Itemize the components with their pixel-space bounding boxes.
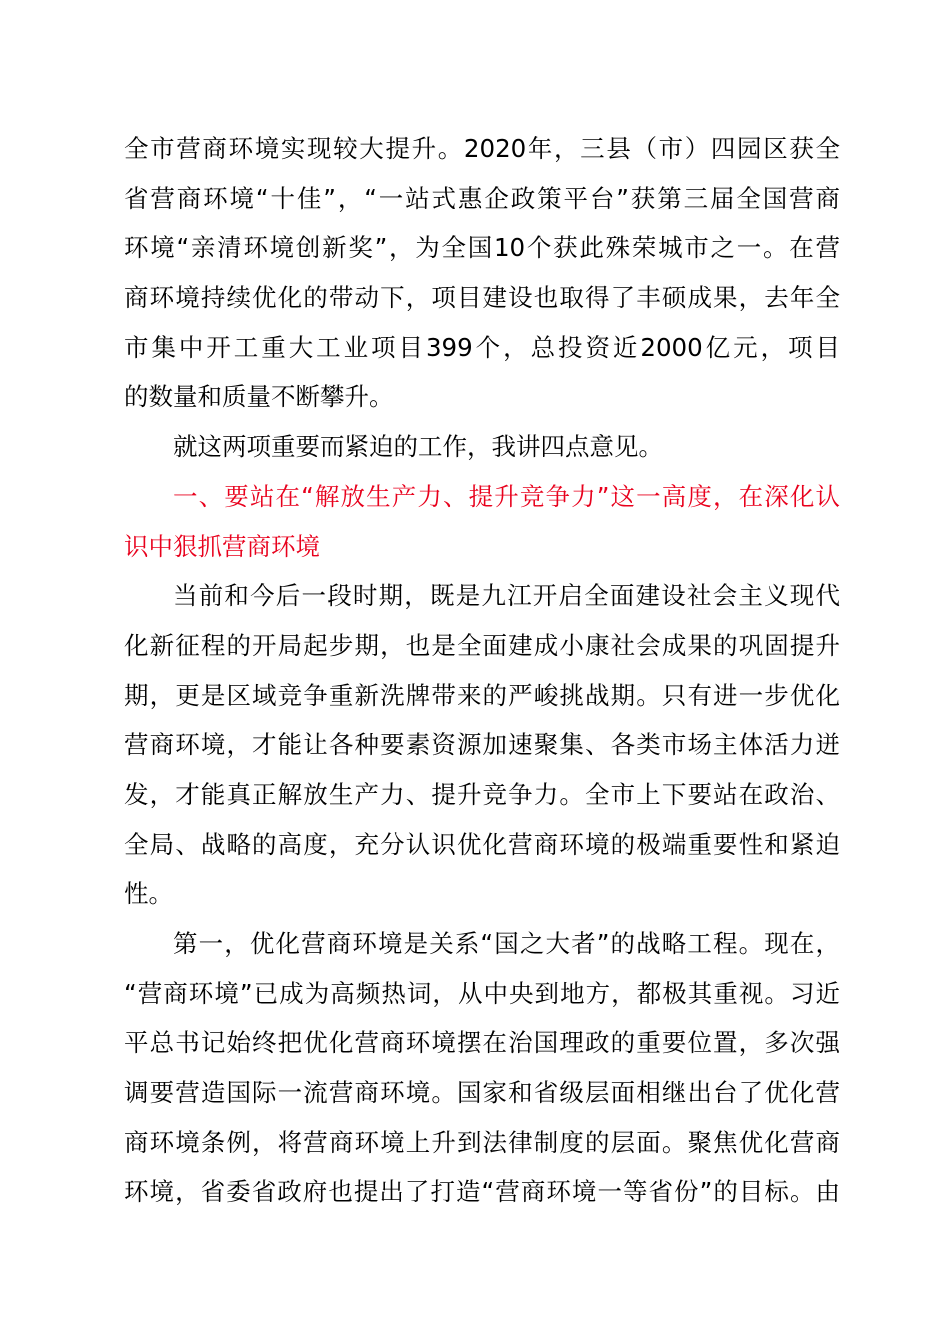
paragraph-line: 营商环境，才能让各种要素资源加速聚集、各类市场主体活力迸 — [124, 730, 840, 760]
paragraph-line: 环境，省委省政府也提出了打造“营商环境一等省份”的目标。由 — [124, 1177, 840, 1207]
paragraph-line: “营商环境”已成为高频热词，从中央到地方，都极其重视。习近 — [124, 978, 840, 1008]
paragraph-line: 省营商环境“十佳”，“一站式惠企政策平台”获第三届全国营商 — [124, 183, 840, 213]
paragraph-line: 商环境持续优化的带动下，项目建设也取得了丰硕成果，去年全 — [124, 283, 840, 313]
paragraph-line: 当前和今后一段时期，既是九江开启全面建设社会主义现代 — [173, 581, 840, 611]
paragraph-line: 化新征程的开局起步期，也是全面建成小康社会成果的巩固提升 — [124, 630, 840, 660]
paragraph-line: 就这两项重要而紧迫的工作，我讲四点意见。 — [173, 432, 663, 462]
paragraph-line: 全局、战略的高度，充分认识优化营商环境的极端重要性和紧迫 — [124, 829, 840, 859]
document-body — [124, 124, 840, 1217]
paragraph-line: 期，更是区域竞争重新洗牌带来的严峻挑战期。只有进一步优化 — [124, 680, 840, 710]
paragraph-line: 环境“亲清环境创新奖”，为全国10个获此殊荣城市之一。在营 — [124, 233, 840, 263]
paragraph-line: 性。 — [124, 879, 173, 909]
paragraph-line: 市集中开工重大工业项目399个，总投资近2000亿元，项目 — [124, 332, 840, 362]
paragraph-line: 商环境条例，将营商环境上升到法律制度的层面。聚焦优化营商 — [124, 1127, 840, 1157]
paragraph-line: 第一，优化营商环境是关系“国之大者”的战略工程。现在， — [173, 929, 840, 958]
paragraph-line: 调要营造国际一流营商环境。国家和省级层面相继出台了优化营 — [124, 1078, 840, 1108]
paragraph-line: 平总书记始终把优化营商环境摆在治国理政的重要位置，多次强 — [124, 1028, 840, 1058]
section-heading-line: 识中狠抓营商环境 — [124, 531, 320, 561]
section-heading-line: 一、要站在“解放生产力、提升竞争力”这一高度，在深化认 — [173, 481, 840, 511]
paragraph-line: 发，才能真正解放生产力、提升竞争力。全市上下要站在政治、 — [124, 779, 840, 809]
paragraph-line: 的数量和质量不断攀升。 — [124, 382, 394, 412]
paragraph-line: 全市营商环境实现较大提升。2020年，三县（市）四园区获全 — [124, 134, 840, 163]
